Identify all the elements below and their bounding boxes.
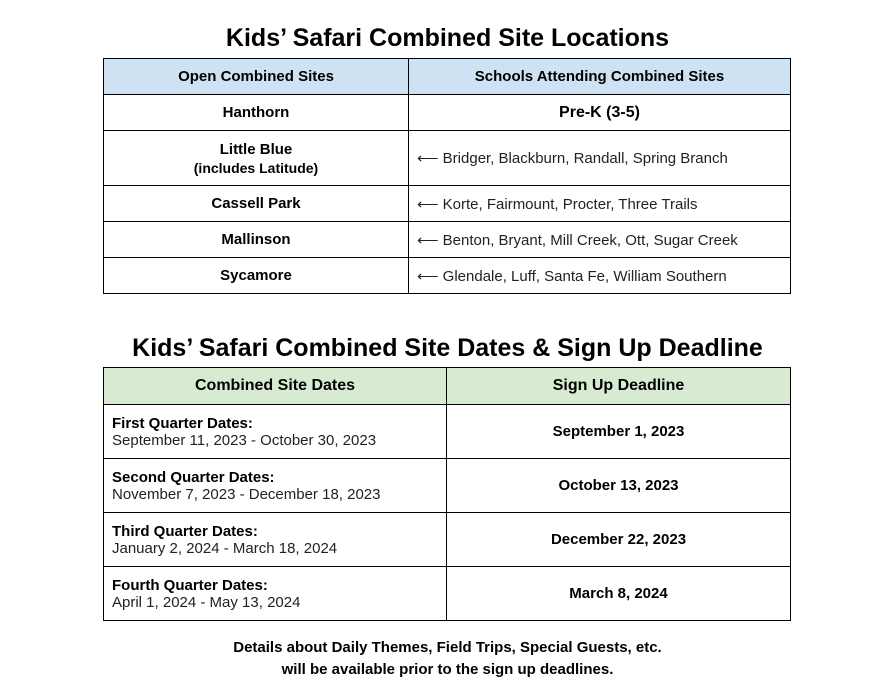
footer-note xyxy=(0,637,895,681)
date-range-cell xyxy=(104,459,447,513)
table-row xyxy=(104,258,791,294)
dates-title: Kids’ Safari Combined Site Dates & Sign Up Deadline xyxy=(132,334,763,362)
table-row xyxy=(104,459,791,513)
header-signup-deadline: Sign Up Deadline xyxy=(447,368,791,405)
site-name: Hanthorn xyxy=(104,95,409,131)
header-open-sites: Open Combined Sites xyxy=(104,59,409,95)
table-row xyxy=(104,131,791,186)
header-combined-dates: Combined Site Dates xyxy=(104,368,447,405)
deadline-date: December 22, 2023 xyxy=(447,513,791,567)
deadline-date: March 8, 2024 xyxy=(447,567,791,621)
quarter-dates: January 2, 2024 - March 18, 2024 xyxy=(112,539,338,557)
table-row xyxy=(104,405,791,459)
schools-list: ⟵ Benton, Bryant, Mill Creek, Ott, Sugar Creek xyxy=(409,222,791,258)
site-name: Mallinson xyxy=(104,222,409,258)
quarter-dates: September 11, 2023 - October 30, 2023 xyxy=(112,431,377,449)
locations-header-row xyxy=(104,59,791,95)
quarter-label: Third Quarter Dates: xyxy=(112,522,258,540)
table-row xyxy=(104,513,791,567)
quarter-label: Second Quarter Dates: xyxy=(112,468,275,486)
table-row xyxy=(104,222,791,258)
table-row xyxy=(104,567,791,621)
schools-list: ⟵ Bridger, Blackburn, Randall, Spring Branch xyxy=(409,131,791,186)
schools-list: Pre-K (3-5) xyxy=(409,95,791,131)
site-name: Sycamore xyxy=(104,258,409,294)
footer-line-1: Details about Daily Themes, Field Trips, Special Guests, etc. xyxy=(233,639,662,656)
schools-list: ⟵ Korte, Fairmount, Procter, Three Trails xyxy=(409,186,791,222)
table-row xyxy=(104,95,791,131)
site-name: Little Blue xyxy=(219,140,293,158)
site-cell xyxy=(104,131,409,186)
quarter-label: Fourth Quarter Dates: xyxy=(112,576,268,594)
deadline-date: October 13, 2023 xyxy=(447,459,791,513)
locations-table xyxy=(103,58,791,294)
locations-title: Kids’ Safari Combined Site Locations xyxy=(225,24,670,52)
date-range-cell xyxy=(104,405,447,459)
site-name: Cassell Park xyxy=(104,186,409,222)
date-range-cell xyxy=(104,567,447,621)
quarter-dates: November 7, 2023 - December 18, 2023 xyxy=(112,485,381,503)
dates-table xyxy=(103,367,791,621)
dates-header-row xyxy=(104,368,791,405)
schools-list: ⟵ Glendale, Luff, Santa Fe, William Southern xyxy=(409,258,791,294)
quarter-dates: April 1, 2024 - May 13, 2024 xyxy=(112,593,301,611)
header-schools-attending: Schools Attending Combined Sites xyxy=(409,59,791,95)
date-range-cell xyxy=(104,513,447,567)
footer-line-2: will be available prior to the sign up deadlines. xyxy=(281,661,614,678)
quarter-label: First Quarter Dates: xyxy=(112,414,253,432)
deadline-date: September 1, 2023 xyxy=(447,405,791,459)
table-row xyxy=(104,186,791,222)
site-note: (includes Latitude) xyxy=(193,159,319,176)
